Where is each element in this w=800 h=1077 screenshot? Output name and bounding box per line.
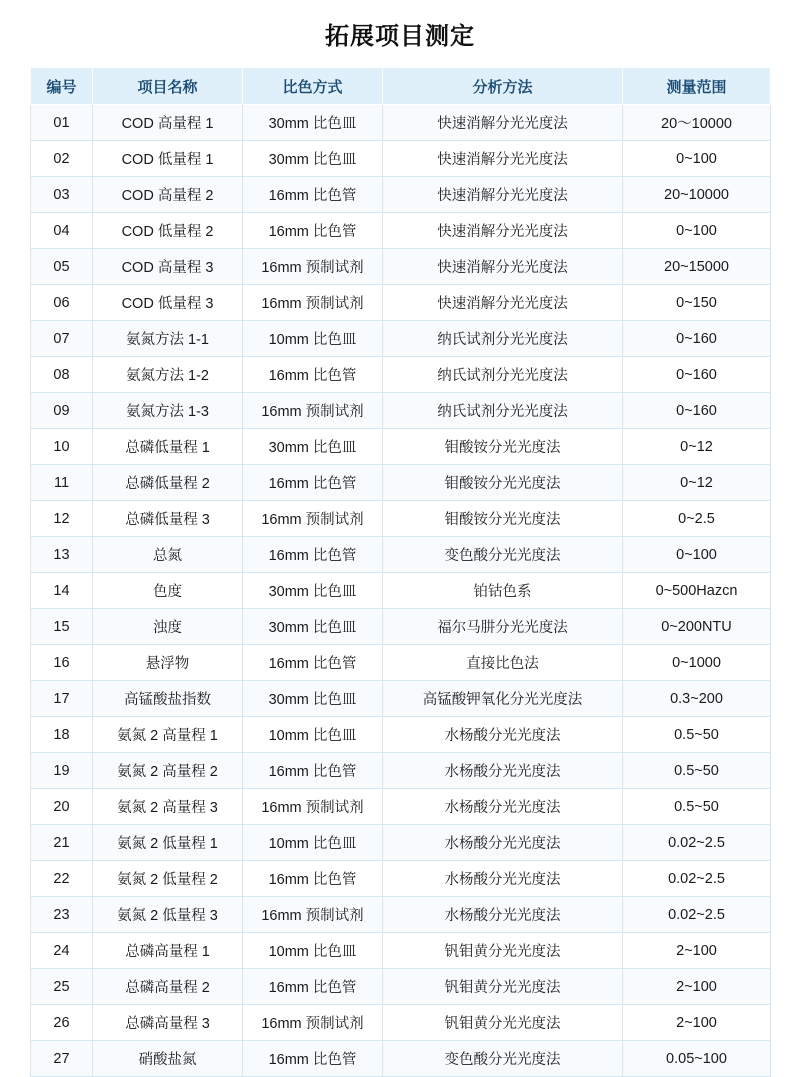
cell-measure-range: 0~160 <box>623 357 771 393</box>
page-title: 拓展项目测定 <box>325 23 475 50</box>
cell-measure-range: 0.5~50 <box>623 753 771 789</box>
cell-item-name: 总磷高量程 2 <box>93 969 243 1005</box>
cell-analysis-method: 快速消解分光光度法 <box>383 213 623 249</box>
cell-colorimetry: 30mm 比色皿 <box>243 681 383 717</box>
table-container <box>0 67 800 1077</box>
cell-measure-range: 20～10000 <box>623 105 771 141</box>
cell-colorimetry: 30mm 比色皿 <box>243 105 383 141</box>
cell-analysis-method: 直接比色法 <box>383 645 623 681</box>
table-header-row <box>31 68 771 105</box>
cell-colorimetry: 16mm 比色管 <box>243 645 383 681</box>
cell-index: 23 <box>31 897 93 933</box>
cell-index: 07 <box>31 321 93 357</box>
cell-item-name: 氨氮 2 低量程 2 <box>93 861 243 897</box>
cell-analysis-method: 水杨酸分光光度法 <box>383 789 623 825</box>
cell-analysis-method: 福尔马肼分光光度法 <box>383 609 623 645</box>
cell-colorimetry: 16mm 比色管 <box>243 213 383 249</box>
cell-item-name: 氨氮方法 1-3 <box>93 393 243 429</box>
cell-colorimetry: 16mm 预制试剂 <box>243 249 383 285</box>
cell-colorimetry: 16mm 比色管 <box>243 357 383 393</box>
cell-colorimetry: 16mm 比色管 <box>243 537 383 573</box>
table-row <box>31 933 771 969</box>
cell-index: 09 <box>31 393 93 429</box>
cell-index: 10 <box>31 429 93 465</box>
table-row <box>31 465 771 501</box>
cell-measure-range: 0.5~50 <box>623 717 771 753</box>
cell-colorimetry: 30mm 比色皿 <box>243 573 383 609</box>
cell-item-name: COD 高量程 3 <box>93 249 243 285</box>
cell-analysis-method: 变色酸分光光度法 <box>383 537 623 573</box>
cell-item-name: 硝酸盐氮 <box>93 1041 243 1077</box>
column-header-item-name: 项目名称 <box>93 68 243 105</box>
cell-index: 12 <box>31 501 93 537</box>
cell-index: 08 <box>31 357 93 393</box>
cell-item-name: 氨氮 2 高量程 1 <box>93 717 243 753</box>
cell-colorimetry: 10mm 比色皿 <box>243 933 383 969</box>
table-row <box>31 645 771 681</box>
cell-analysis-method: 钼酸铵分光光度法 <box>383 465 623 501</box>
cell-measure-range: 0~160 <box>623 393 771 429</box>
cell-analysis-method: 水杨酸分光光度法 <box>383 753 623 789</box>
cell-item-name: 悬浮物 <box>93 645 243 681</box>
cell-index: 02 <box>31 141 93 177</box>
cell-item-name: 浊度 <box>93 609 243 645</box>
cell-colorimetry: 10mm 比色皿 <box>243 321 383 357</box>
cell-measure-range: 0.02~2.5 <box>623 825 771 861</box>
cell-index: 05 <box>31 249 93 285</box>
cell-colorimetry: 30mm 比色皿 <box>243 141 383 177</box>
cell-item-name: 氨氮方法 1-2 <box>93 357 243 393</box>
cell-colorimetry: 16mm 预制试剂 <box>243 897 383 933</box>
cell-index: 15 <box>31 609 93 645</box>
table-row <box>31 573 771 609</box>
cell-analysis-method: 钒钼黄分光光度法 <box>383 969 623 1005</box>
cell-measure-range: 0.05~100 <box>623 1041 771 1077</box>
cell-analysis-method: 快速消解分光光度法 <box>383 141 623 177</box>
table-row <box>31 609 771 645</box>
cell-item-name: COD 低量程 2 <box>93 213 243 249</box>
cell-analysis-method: 水杨酸分光光度法 <box>383 717 623 753</box>
column-header-index: 编号 <box>31 68 93 105</box>
cell-measure-range: 0~1000 <box>623 645 771 681</box>
cell-measure-range: 2~100 <box>623 933 771 969</box>
table-header <box>31 68 771 105</box>
cell-item-name: COD 低量程 3 <box>93 285 243 321</box>
cell-index: 20 <box>31 789 93 825</box>
cell-analysis-method: 纳氏试剂分光光度法 <box>383 357 623 393</box>
cell-analysis-method: 钼酸铵分光光度法 <box>383 501 623 537</box>
table-row <box>31 681 771 717</box>
cell-index: 13 <box>31 537 93 573</box>
table-row <box>31 861 771 897</box>
cell-measure-range: 0~2.5 <box>623 501 771 537</box>
cell-measure-range: 0.5~50 <box>623 789 771 825</box>
cell-measure-range: 0~150 <box>623 285 771 321</box>
cell-item-name: 总磷低量程 3 <box>93 501 243 537</box>
cell-colorimetry: 16mm 预制试剂 <box>243 501 383 537</box>
cell-colorimetry: 16mm 比色管 <box>243 177 383 213</box>
cell-colorimetry: 30mm 比色皿 <box>243 429 383 465</box>
cell-item-name: 氨氮 2 低量程 3 <box>93 897 243 933</box>
cell-analysis-method: 水杨酸分光光度法 <box>383 861 623 897</box>
cell-analysis-method: 高锰酸钾氧化分光光度法 <box>383 681 623 717</box>
cell-colorimetry: 10mm 比色皿 <box>243 825 383 861</box>
cell-item-name: 总磷高量程 3 <box>93 1005 243 1041</box>
table-row <box>31 213 771 249</box>
cell-index: 19 <box>31 753 93 789</box>
cell-measure-range: 2~100 <box>623 1005 771 1041</box>
table-row <box>31 501 771 537</box>
cell-index: 03 <box>31 177 93 213</box>
cell-index: 25 <box>31 969 93 1005</box>
cell-index: 17 <box>31 681 93 717</box>
cell-colorimetry: 16mm 预制试剂 <box>243 1005 383 1041</box>
column-header-colorimetry: 比色方式 <box>243 68 383 105</box>
cell-analysis-method: 快速消解分光光度法 <box>383 177 623 213</box>
cell-item-name: 氨氮 2 低量程 1 <box>93 825 243 861</box>
cell-analysis-method: 水杨酸分光光度法 <box>383 897 623 933</box>
cell-index: 11 <box>31 465 93 501</box>
cell-measure-range: 0~100 <box>623 537 771 573</box>
cell-colorimetry: 16mm 比色管 <box>243 861 383 897</box>
table-row <box>31 897 771 933</box>
cell-measure-range: 20~10000 <box>623 177 771 213</box>
table-row <box>31 285 771 321</box>
cell-analysis-method: 纳氏试剂分光光度法 <box>383 321 623 357</box>
cell-item-name: 高锰酸盐指数 <box>93 681 243 717</box>
table-row <box>31 1005 771 1041</box>
cell-item-name: 氨氮 2 高量程 2 <box>93 753 243 789</box>
cell-measure-range: 0~12 <box>623 429 771 465</box>
cell-index: 21 <box>31 825 93 861</box>
cell-colorimetry: 16mm 比色管 <box>243 753 383 789</box>
table-row <box>31 717 771 753</box>
table-row <box>31 249 771 285</box>
cell-measure-range: 0~160 <box>623 321 771 357</box>
cell-measure-range: 0.3~200 <box>623 681 771 717</box>
cell-colorimetry: 16mm 比色管 <box>243 969 383 1005</box>
cell-measure-range: 20~15000 <box>623 249 771 285</box>
cell-index: 22 <box>31 861 93 897</box>
cell-colorimetry: 30mm 比色皿 <box>243 609 383 645</box>
cell-analysis-method: 钒钼黄分光光度法 <box>383 1005 623 1041</box>
cell-colorimetry: 16mm 预制试剂 <box>243 393 383 429</box>
cell-colorimetry: 16mm 预制试剂 <box>243 285 383 321</box>
table-row <box>31 537 771 573</box>
cell-measure-range: 0~100 <box>623 141 771 177</box>
cell-analysis-method: 钒钼黄分光光度法 <box>383 933 623 969</box>
cell-analysis-method: 变色酸分光光度法 <box>383 1041 623 1077</box>
table-row <box>31 321 771 357</box>
cell-item-name: 氨氮 2 高量程 3 <box>93 789 243 825</box>
cell-measure-range: 0~500Hazcn <box>623 573 771 609</box>
cell-colorimetry: 16mm 比色管 <box>243 465 383 501</box>
cell-colorimetry: 16mm 预制试剂 <box>243 789 383 825</box>
table-row <box>31 825 771 861</box>
cell-analysis-method: 水杨酸分光光度法 <box>383 825 623 861</box>
table-row <box>31 969 771 1005</box>
cell-measure-range: 0~12 <box>623 465 771 501</box>
cell-measure-range: 0~100 <box>623 213 771 249</box>
cell-analysis-method: 快速消解分光光度法 <box>383 249 623 285</box>
table-row <box>31 429 771 465</box>
table-row <box>31 789 771 825</box>
cell-measure-range: 0.02~2.5 <box>623 861 771 897</box>
cell-index: 16 <box>31 645 93 681</box>
cell-measure-range: 0.02~2.5 <box>623 897 771 933</box>
column-header-measure-range: 测量范围 <box>623 68 771 105</box>
cell-index: 27 <box>31 1041 93 1077</box>
cell-item-name: 总磷高量程 1 <box>93 933 243 969</box>
cell-measure-range: 0~200NTU <box>623 609 771 645</box>
cell-analysis-method: 快速消解分光光度法 <box>383 105 623 141</box>
cell-analysis-method: 钼酸铵分光光度法 <box>383 429 623 465</box>
cell-analysis-method: 快速消解分光光度法 <box>383 285 623 321</box>
table-row <box>31 141 771 177</box>
cell-item-name: 总氮 <box>93 537 243 573</box>
cell-index: 06 <box>31 285 93 321</box>
table-row <box>31 393 771 429</box>
column-header-analysis-method: 分析方法 <box>383 68 623 105</box>
cell-item-name: 氨氮方法 1-1 <box>93 321 243 357</box>
cell-analysis-method: 纳氏试剂分光光度法 <box>383 393 623 429</box>
measurement-items-table <box>30 67 771 1077</box>
table-row <box>31 177 771 213</box>
cell-item-name: COD 低量程 1 <box>93 141 243 177</box>
cell-index: 01 <box>31 105 93 141</box>
table-row <box>31 753 771 789</box>
cell-index: 18 <box>31 717 93 753</box>
cell-index: 04 <box>31 213 93 249</box>
cell-colorimetry: 16mm 比色管 <box>243 1041 383 1077</box>
cell-colorimetry: 10mm 比色皿 <box>243 717 383 753</box>
cell-item-name: 色度 <box>93 573 243 609</box>
cell-index: 24 <box>31 933 93 969</box>
cell-index: 26 <box>31 1005 93 1041</box>
cell-item-name: 总磷低量程 2 <box>93 465 243 501</box>
cell-analysis-method: 铂钴色系 <box>383 573 623 609</box>
cell-item-name: 总磷低量程 1 <box>93 429 243 465</box>
cell-index: 14 <box>31 573 93 609</box>
table-row <box>31 1041 771 1077</box>
table-row <box>31 357 771 393</box>
cell-item-name: COD 高量程 1 <box>93 105 243 141</box>
cell-item-name: COD 高量程 2 <box>93 177 243 213</box>
table-body <box>31 105 771 1077</box>
cell-measure-range: 2~100 <box>623 969 771 1005</box>
table-row <box>31 105 771 141</box>
